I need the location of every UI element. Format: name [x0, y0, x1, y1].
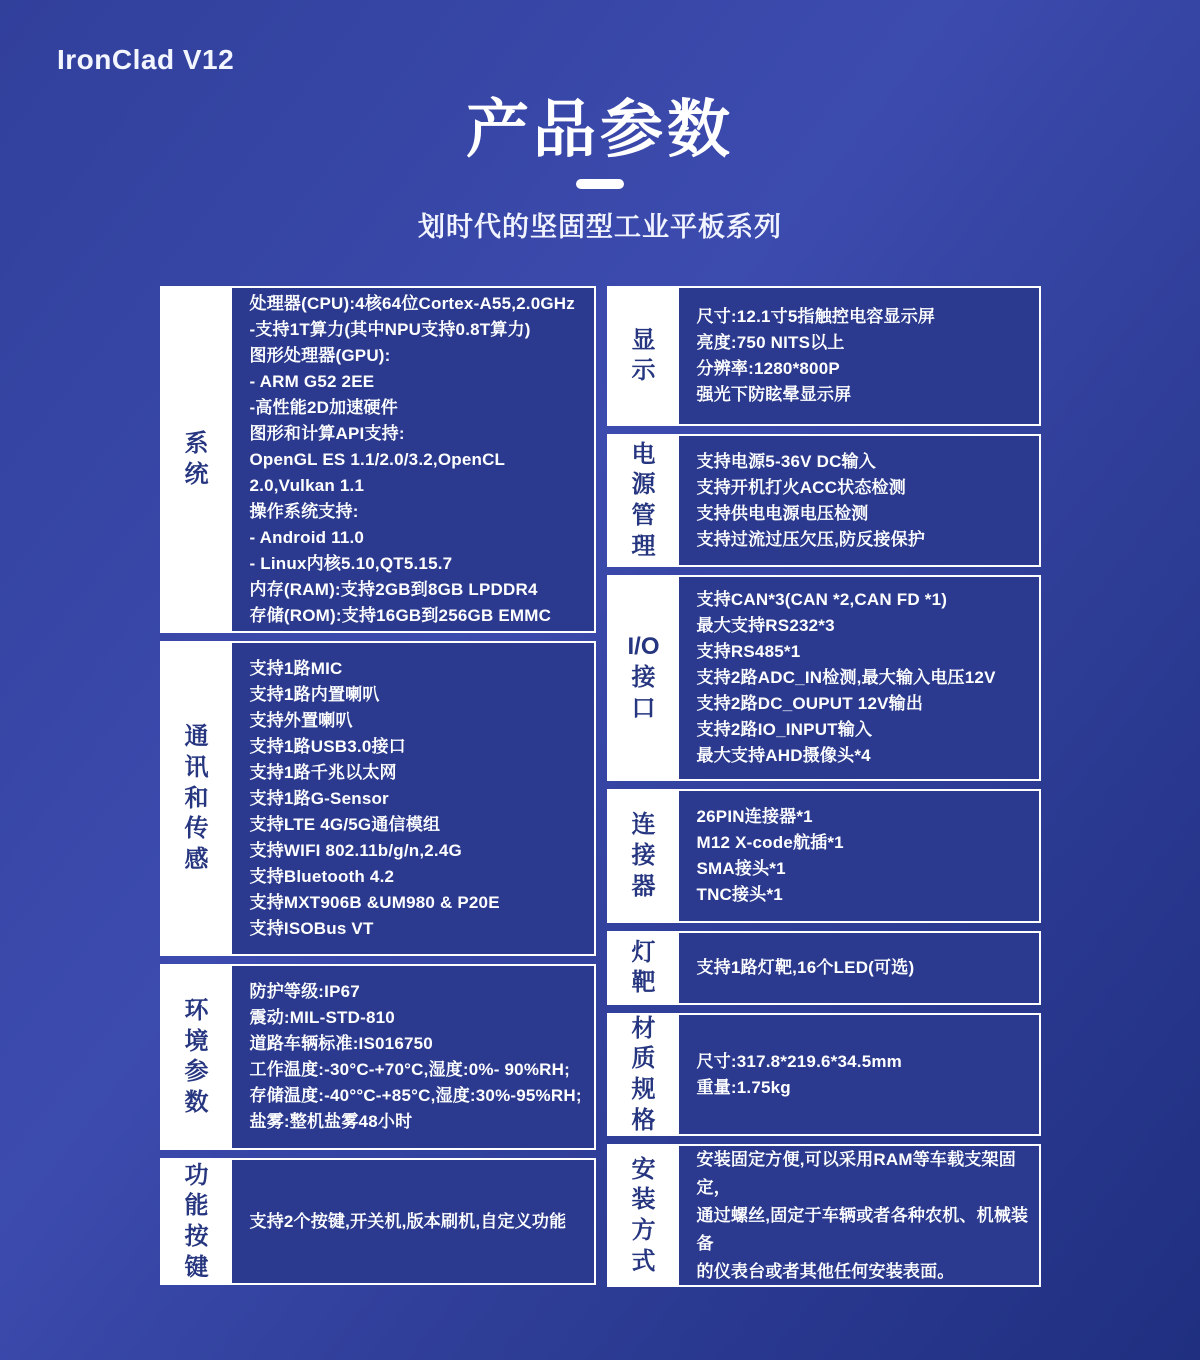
- label-char: 器: [631, 872, 656, 900]
- label-char: 材: [631, 1014, 656, 1042]
- section-function-keys-content: [232, 1160, 594, 1283]
- spec-line: 的仪表台或者其他任何安装表面。: [696, 1261, 955, 1281]
- section-mounting-label: [609, 1146, 679, 1285]
- section-light-target: [607, 931, 1041, 1005]
- section-io-interface-content: [679, 577, 1039, 779]
- label-char: 键: [184, 1253, 209, 1281]
- spec-line: - Android 11.0: [249, 527, 365, 547]
- spec-line: 支持RS485*1: [696, 642, 801, 662]
- spec-line: 存储温度:-40°°C-+85°C,湿度:30%-95%RH;: [249, 1086, 582, 1106]
- section-function-keys-label: [162, 1160, 232, 1283]
- label-char: 感: [184, 846, 209, 874]
- spec-line: 支持1路千兆以太网: [249, 762, 397, 782]
- section-environment-label: [162, 966, 232, 1148]
- spec-line: 盐雾:整机盐雾48小时: [249, 1112, 413, 1132]
- label-char: I/O: [627, 633, 660, 661]
- spec-line: 支持WIFI 802.11b/g/n,2.4G: [249, 840, 462, 860]
- label-char: 式: [631, 1247, 656, 1275]
- spec-line: M12 X-code航插*1: [696, 833, 844, 853]
- spec-line: 支持LTE 4G/5G通信模组: [249, 814, 441, 834]
- label-char: 安: [631, 1155, 656, 1183]
- section-light-target-label: [609, 933, 679, 1003]
- label-char: 通: [184, 723, 209, 751]
- brand-logo: IronClad V12: [57, 44, 235, 75]
- spec-line: 操作系统支持:: [249, 501, 359, 521]
- label-char: 境: [184, 1027, 209, 1055]
- label-char: 示: [631, 357, 656, 385]
- label-char: 电: [631, 440, 656, 468]
- spec-table: [160, 286, 1041, 1287]
- spec-line: 支持2路DC_OUPUT 12V输出: [696, 694, 924, 714]
- spec-line: 26PIN连接器*1: [696, 807, 813, 827]
- label-char: 参: [184, 1058, 209, 1086]
- spec-line: 亮度:750 NITS以上: [696, 333, 845, 353]
- page-header: [0, 0, 1200, 244]
- spec-line: 支持1路USB3.0接口: [249, 736, 406, 756]
- section-material-specs: [607, 1013, 1041, 1136]
- spec-line: 支持MXT906B &UM980 & P20E: [249, 892, 500, 912]
- label-char: 统: [184, 460, 209, 488]
- section-io-interface-label: [609, 577, 679, 779]
- spec-line: SMA接头*1: [696, 859, 786, 879]
- spec-line: 支持1路MIC: [249, 658, 343, 678]
- spec-line: OpenGL ES 1.1/2.0/3.2,OpenCL 2.0,Vulkan 1.1: [249, 449, 505, 495]
- spec-line: 工作温度:-30°C-+70°C,湿度:0%- 90%RH;: [249, 1060, 570, 1080]
- section-function-keys: [160, 1158, 596, 1285]
- label-char: 按: [184, 1222, 209, 1250]
- section-power-management-content: [679, 436, 1039, 565]
- section-display-content: [679, 288, 1039, 424]
- section-environment-content: [232, 966, 594, 1148]
- spec-line: 支持Bluetooth 4.2: [249, 866, 395, 886]
- label-char: 能: [184, 1192, 209, 1220]
- spec-line: 支持CAN*3(CAN *2,CAN FD *1): [696, 590, 948, 610]
- spec-line: 支持2个按键,开关机,版本刷机,自定义功能: [249, 1211, 567, 1231]
- section-power-management: [607, 434, 1041, 567]
- spec-line: 支持2路ADC_IN检测,最大输入电压12V: [696, 668, 996, 688]
- spec-line: 支持开机打火ACC状态检测: [696, 477, 906, 497]
- section-connectors-label: [609, 791, 679, 921]
- spec-line: 最大支持RS232*3: [696, 616, 835, 636]
- label-char: 规: [631, 1075, 656, 1103]
- section-communication-sensing-content: [232, 643, 594, 954]
- spec-line: 支持1路G-Sensor: [249, 788, 389, 808]
- spec-line: 支持1路内置喇叭: [249, 684, 380, 704]
- spec-line: 安装固定方便,可以采用RAM等车载支架固定，: [696, 1149, 1016, 1197]
- label-char: 讯: [184, 753, 209, 781]
- spec-line: 震动:MIL-STD-810: [249, 1008, 395, 1028]
- label-char: 理: [631, 532, 656, 560]
- spec-line: 支持电源5-36V DC输入: [696, 451, 876, 471]
- spec-line: 防护等级:IP67: [249, 982, 360, 1002]
- section-material-specs-content: [679, 1015, 1039, 1134]
- spec-line: 尺寸:317.8*219.6*34.5mm: [696, 1051, 902, 1071]
- section-communication-sensing-label: [162, 643, 232, 954]
- label-char: 环: [184, 997, 209, 1024]
- section-system-label: [162, 288, 232, 631]
- spec-line: 支持1路灯靶,16个LED(可选): [696, 958, 915, 978]
- section-communication-sensing: [160, 641, 596, 956]
- label-char: 接: [631, 842, 656, 870]
- spec-line: - Linux内核5.10,QT5.15.7: [249, 553, 453, 573]
- spec-line: 支持供电电源电压检测: [696, 503, 869, 523]
- page-subtitle: 划时代的坚固型工业平板系列: [418, 212, 782, 243]
- section-light-target-content: [679, 933, 1039, 1003]
- label-char: 靶: [631, 969, 656, 997]
- label-char: 口: [631, 694, 656, 722]
- spec-line: 重量:1.75kg: [696, 1077, 791, 1097]
- label-char: 方: [631, 1216, 656, 1244]
- label-char: 功: [184, 1161, 209, 1189]
- label-char: 源: [631, 471, 656, 499]
- spec-line: 分辨率:1280*800P: [696, 359, 840, 379]
- section-system: [160, 286, 596, 633]
- section-connectors-content: [679, 791, 1039, 921]
- label-char: 装: [631, 1186, 656, 1214]
- spec-line: 存储(ROM):支持16GB到256GB EMMC: [249, 605, 552, 625]
- spec-line: 图形和计算API支持:: [249, 423, 405, 443]
- spec-line: 支持2路IO_INPUT输入: [696, 720, 873, 740]
- spec-line: 尺寸:12.1寸5指触控电容显示屏: [696, 307, 936, 327]
- spec-line: -高性能2D加速硬件: [249, 397, 398, 417]
- spec-line: TNC接头*1: [696, 885, 783, 905]
- spec-line: - ARM G52 2EE: [249, 371, 375, 391]
- label-char: 管: [631, 501, 656, 529]
- spec-line: 最大支持AHD摄像头*4: [696, 746, 871, 766]
- spec-line: 处理器(CPU):4核64位Cortex-A55,2.0GHz: [249, 293, 575, 313]
- spec-line: -支持1T算力(其中NPU支持0.8T算力): [249, 319, 531, 339]
- page-title: 产品参数: [466, 95, 734, 165]
- label-char: 显: [631, 326, 656, 354]
- section-io-interface: [607, 575, 1041, 781]
- section-material-specs-label: [609, 1015, 679, 1134]
- section-mounting: [607, 1144, 1041, 1287]
- section-display: [607, 286, 1041, 426]
- label-char: 和: [184, 784, 209, 812]
- section-connectors: [607, 789, 1041, 923]
- title-divider: [576, 179, 624, 189]
- spec-line: 支持过流过压欠压,防反接保护: [696, 529, 926, 549]
- spec-line: 强光下防眩晕显示屏: [696, 385, 852, 405]
- label-char: 数: [184, 1089, 209, 1117]
- spec-line: 内存(RAM):支持2GB到8GB LPDDR4: [249, 579, 538, 599]
- spec-line: 图形处理器(GPU):: [249, 345, 391, 365]
- section-environment: [160, 964, 596, 1150]
- label-char: 连: [631, 811, 656, 839]
- label-char: 系: [184, 430, 209, 458]
- section-mounting-content: [679, 1146, 1039, 1285]
- section-power-management-label: [609, 436, 679, 565]
- label-char: 格: [631, 1106, 656, 1134]
- spec-line: 道路车辆标准:IS016750: [249, 1034, 433, 1054]
- label-char: 质: [631, 1045, 656, 1073]
- label-char: 灯: [631, 938, 656, 966]
- spec-column-right: [607, 286, 1041, 1287]
- section-display-label: [609, 288, 679, 424]
- label-char: 接: [631, 664, 656, 692]
- spec-line: 支持外置喇叭: [249, 710, 353, 730]
- spec-line: 通过螺丝,固定于车辆或者各种农机、机械装备: [696, 1205, 1029, 1253]
- spec-column-left: [160, 286, 596, 1287]
- section-system-content: [232, 288, 594, 631]
- label-char: 传: [184, 815, 209, 843]
- spec-line: 支持ISOBus VT: [249, 918, 374, 938]
